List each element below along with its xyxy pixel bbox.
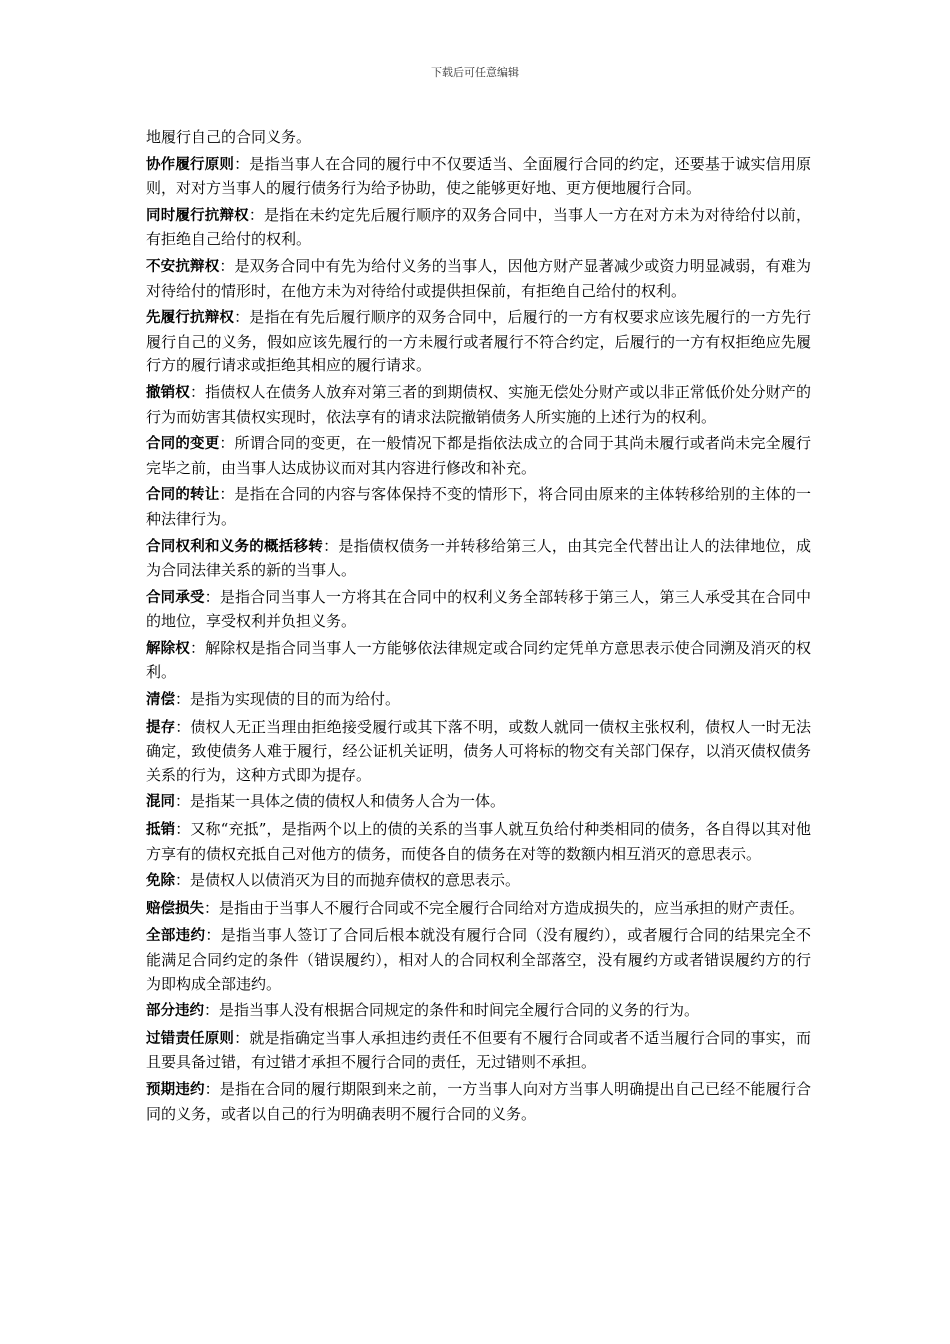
entry-paragraph (146, 688, 811, 713)
entry-term: 同时履行抗辩权 (146, 207, 249, 224)
entry-definition: ：是指在未约定先后履行顺序的双务合同中，当事人一方在对方未为对待给付以前，有拒绝自己给付的权利。 (146, 205, 811, 249)
entry-definition: ：又称“充抵”，是指两个以上的债的关系的当事人就互负给付种类相同的债务，各自得以其对他方享有的债权充抵自己对他方的债务，而使各自的债务在对等的数额内相互消灭的意思表示。 (146, 820, 812, 863)
entry-definition: ：是指在有先后履行顺序的双务合同中，后履行的一方有权要求应该先履行的一方先行履行自己的义务，假如应该先履行的一方未履行或者履行不符合约定，后履行的一方有权拒绝应先履行方的履行请求或拒绝其相应的履行请求。 (146, 308, 811, 375)
entry-term: 合同承受 (146, 589, 205, 606)
entry-definition: ：是指债权债务一并转移给第三人，由其完全代替出让人的法律地位，成为合同法律关系的新的当事人。 (146, 536, 812, 580)
entry-definition: ：是指合同当事人一方将其在合同中的权利义务全部转移于第三人，第三人承受其在合同中的地位，享受权利并负担义务。 (146, 587, 811, 631)
entry-term: 过错责任原则 (146, 1030, 235, 1047)
entry-term: 合同的转让 (146, 487, 220, 504)
entry-term: 免除 (146, 873, 175, 890)
entry-term: 合同的变更 (146, 436, 220, 453)
intro-paragraph: 地履行自己的合同义务。 (146, 128, 312, 146)
entry-paragraph (146, 637, 811, 685)
entry-paragraph (146, 432, 811, 480)
entry-paragraph (146, 869, 811, 894)
entry-paragraph (146, 1027, 811, 1075)
entry-term: 部分违约 (146, 1003, 204, 1020)
entry-term: 混同 (146, 794, 175, 811)
entry-term: 赔偿损失 (146, 900, 204, 917)
page-header: 下载后可任意编辑 (431, 66, 519, 79)
entry-definition: ：所谓合同的变更，在一般情况下都是指依法成立的合同于其尚未履行或者尚未完全履行完毕之前，由当事人达成协议而对其内容进行修改和补充。 (146, 434, 811, 477)
entry-definition: ：指债权人在债务人放弃对第三者的到期债权、实施无偿处分财产或以非正常低价处分财产的行为而妨害其债权实现时，依法享有的请求法院撤销债务人所实施的上述行为的权利。 (146, 382, 811, 426)
entry-definition: ：是指某一具体之债的债权人和债务人合为一体。 (175, 792, 506, 811)
entry-paragraph (146, 586, 811, 634)
entry-term: 解除权 (146, 640, 190, 657)
entry-term: 预期违约 (146, 1081, 205, 1098)
entry-definition: ：是指当事人签订了合同后根本就没有履行合同（没有履约），或者履行合同的结果完全不能满足合同约定的条件（错误履约），相对人的合同权利全部落空，没有履约方或者错误履约方的行为即构成全部违约。 (146, 926, 812, 993)
entry-paragraph (146, 381, 811, 429)
entry-definition: ：是债权人以债消灭为目的而抛弃债权的意思表示。 (175, 871, 521, 890)
entry-paragraph (146, 153, 811, 201)
entry-term: 不安抗辩权 (146, 258, 220, 275)
entry-definition: ：就是指确定当事人承担违约责任不但要有不履行合同或者不适当履行合同的事实，而且要具备过错，有过错才承担不履行合同的责任，无过错则不承担。 (146, 1028, 811, 1072)
entry-term: 提存 (146, 719, 176, 736)
entry-paragraph (146, 255, 811, 303)
entry-term: 全部违约 (146, 928, 206, 945)
entry-definition: ：是指为实现债的目的而为给付。 (175, 690, 401, 709)
entry-term: 撤销权 (146, 384, 190, 401)
entry-definition: ：是指在合同的内容与客体保持不变的情形下，将合同由原来的主体转移给别的主体的一种法律行为。 (146, 485, 811, 528)
entry-term: 抵销 (146, 822, 176, 839)
entry-paragraph (146, 999, 811, 1024)
entry-paragraph (146, 924, 811, 996)
entry-paragraph (146, 204, 811, 252)
entry-paragraph (146, 1078, 811, 1126)
entry-definition: ：解除权是指合同当事人一方能够依法律规定或合同约定凭单方意思表示使合同溯及消灭的权利。 (146, 638, 811, 682)
entry-definition: ：是指由于当事人不履行合同或不完全履行合同给对方造成损失的，应当承担的财产责任。 (204, 898, 805, 917)
entry-paragraph (146, 818, 811, 866)
entry-paragraph (146, 483, 811, 531)
document-body (146, 126, 811, 1129)
entry-definition: ：是双务合同中有先为给付义务的当事人，因他方财产显著减少或资力明显减弱，有难为对待给付的情形时，在他方未为对待给付或提供担保前，有拒绝自己给付的权利。 (146, 256, 811, 300)
entry-definition: ：是指在合同的履行期限到来之前，一方当事人向对方当事人明确提出自己已经不能履行合同的义务，或者以自己的行为明确表明不履行合同的义务。 (146, 1079, 811, 1123)
entry-term: 协作履行原则 (146, 156, 235, 173)
entry-paragraph (146, 716, 811, 788)
entry-term: 清偿 (146, 692, 175, 709)
entry-definition: ：是指当事人没有根据合同规定的条件和时间完全履行合同的义务的行为。 (204, 1001, 700, 1020)
entry-term: 合同权利和义务的概括移转 (146, 538, 324, 555)
entry-paragraph (146, 535, 811, 583)
entry-definition: ：是指当事人在合同的履行中不仅要适当、全面履行合同的约定，还要基于诚实信用原则，对对方当事人的履行债务行为给予协助，使之能够更好地、更方便地履行合同。 (146, 154, 811, 198)
entry-definition: ：债权人无正当理由拒绝接受履行或其下落不明，或数人就同一债权主张权利，债权人一时无法确定，致使债务人难于履行，经公证机关证明，债务人可将标的物交有关部门保存，以消灭债权债务关系的行为，这种方式即为提存。 (146, 717, 811, 784)
entry-paragraph (146, 790, 811, 815)
entry-term: 先履行抗辩权 (146, 310, 235, 327)
entry-paragraph (146, 897, 811, 922)
entry-paragraph (146, 306, 811, 378)
